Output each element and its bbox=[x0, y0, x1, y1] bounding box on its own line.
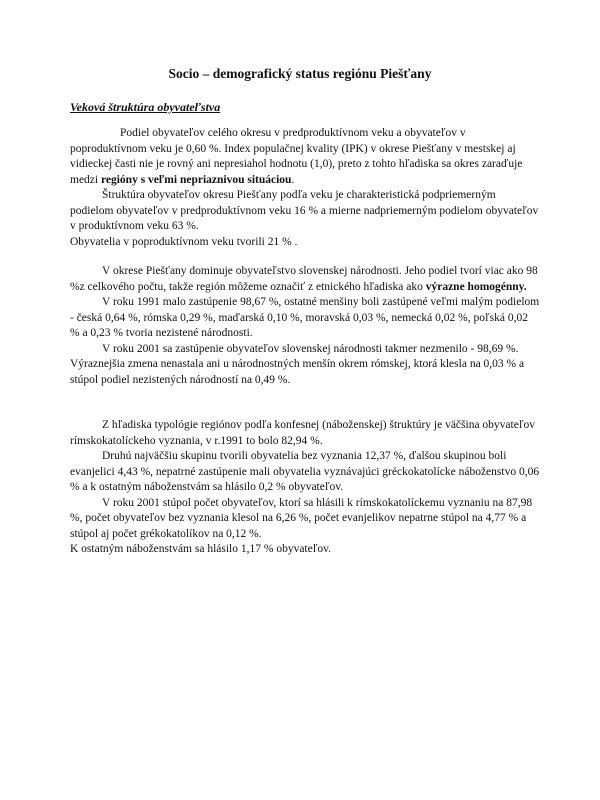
paragraph-religion-2001: V roku 2001 stúpol počet obyvateľov, ktorí sa hlásili k rímskokatolíckemu vyznaniu na 87,98 %, počet obyvateľov bez vyznania klesol na 6,26 %, počet evanjelikov nepatrne stúpol na 4,77 % a stúpol aj počet grékokatolíkov na 0,12 %. bbox=[70, 496, 533, 540]
paragraph-text: V okrese Piešťany dominuje obyvateľstvo slovenskej národnosti. Jeho podiel tvorí viac ako 98 %z celkového počtu, takže región môžeme označiť z etnického hľadiska ako bbox=[70, 265, 538, 293]
paragraph-religion-other: K ostatným náboženstvám sa hlásilo 1,17 % obyvateľov. bbox=[70, 543, 332, 555]
paragraph-age-ratio bbox=[70, 126, 540, 188]
section-heading: Veková štruktúra obyvateľstva bbox=[70, 100, 221, 114]
paragraph-postproductive: Obyvatelia v poproduktívnom veku tvorili 21 % . bbox=[70, 235, 298, 248]
paragraph-nationality bbox=[70, 264, 540, 295]
paragraph-text: . bbox=[291, 173, 295, 186]
paragraph-religion-groups: Druhú najväčšiu skupinu tvorili obyvatelia bez vyznania 12,37 %, ďalšou skupinou boli evanjelici 4,43 %, nepatrné zastúpenie mali obyvatelia vyznávajúci gréckokatolícke náboženstvo 0,06 % a k ostatným náboženstvám sa hlásilo 0,2 % obyvateľov. bbox=[70, 450, 540, 493]
paragraph-religion: Z hľadiska typológie regiónov podľa konfesnej (náboženskej) štruktúry je väčšina obyvateľov rímskokatolíckeho vyznania, v r.1991 to bolo 82,94 %. bbox=[70, 419, 536, 447]
spacer bbox=[70, 250, 540, 264]
paragraph-text: Podiel obyvateľov celého okresu v predproduktívnom veku a obyvateľov v poproduktívnom veku je 0,60 %. Index populačnej kvality (IPK) v okrese Piešťany v mestskej aj vidieckej časti nie je rovný ani nepresiahol hodnotu (1,0), preto z tohto hľadiska sa okres zaraďuje medzi bbox=[70, 127, 523, 186]
paragraph-nationality-1991: V roku 1991 malo zastúpenie 98,67 %, ostatné menšiny boli zastúpené veľmi malým podielom - česká 0,64 %, rómska 0,29 %, maďarská 0,10 %, moravská 0,03 %, nemecká 0,02 %, poľská 0,02 % a 0,23 % tvoria nezistené národnosti. bbox=[70, 296, 540, 339]
spacer bbox=[70, 388, 540, 418]
age-structure-block bbox=[70, 126, 540, 558]
bold-text: regióny s veľmi nepriaznivou situáciou bbox=[100, 173, 292, 186]
document-title: Socio – demografický status regiónu Piešťany bbox=[168, 66, 432, 81]
bold-text: výrazne homogénny. bbox=[425, 280, 527, 293]
paragraph-age-structure: Štruktúra obyvateľov okresu Piešťany podľa veku je charakteristická podpriemerným podielom obyvateľov v predproduktívnom veku 16 % a mierne nadpriemerným podielom obyvateľov v produktívnom veku 63 %. bbox=[70, 189, 539, 232]
paragraph-nationality-2001: V roku 2001 sa zastúpenie obyvateľov slovenskej národnosti takmer nezmenilo - 98,69 %. Výraznejšia zmena nenastala ani u národnostných menšín okrem rómskej, ktorá klesla na 0,03 % a stúpol podiel nezistených národností na 0,49 %. bbox=[70, 342, 525, 386]
